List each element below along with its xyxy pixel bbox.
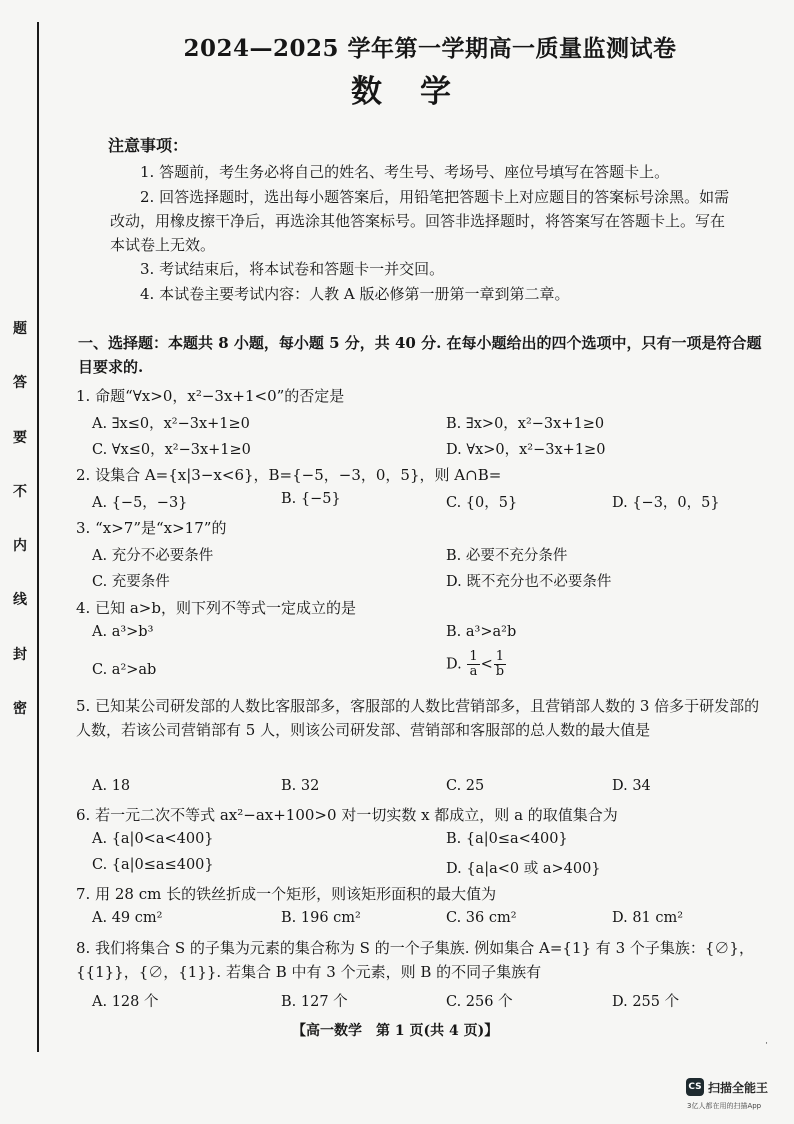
fraction-one-over-a	[467, 650, 479, 679]
option-a: A. a³>b³	[92, 624, 154, 640]
binding-char: 答	[13, 375, 27, 392]
option-b: B. 必要不充分条件	[446, 548, 568, 564]
question-stem: 8. 我们将集合 S 的子集为元素的集合称为 S 的一个子集族. 例如集合 A={1} 有 3 个子集族：{∅}，{{1}}，{∅，{1}}. 若集合 B 中有 3 个元素，则 B 的不同子集族有	[76, 939, 754, 981]
option-d: D. 81 cm²	[612, 910, 684, 926]
option-c: C. 25	[446, 778, 485, 794]
option-c: C. 256 个	[446, 994, 513, 1010]
option-a: A. ∃x≤0，x²−3x+1≥0	[92, 416, 250, 432]
option-b: B. {a|0≤a<400}	[446, 831, 568, 847]
binding-char: 线	[13, 592, 27, 609]
binding-char: 题	[13, 321, 27, 337]
option-d-label: D.	[446, 656, 462, 673]
exam-title: 2024—2025 学年第一学期高一质量监测试卷	[183, 35, 677, 62]
option-a: A. 充分不必要条件	[92, 548, 214, 564]
question-stem: 7. 用 28 cm 长的铁丝折成一个矩形，则该矩形面积的最大值为	[76, 885, 497, 903]
fraction-numerator: 1	[469, 649, 478, 664]
option-b: B. 32	[281, 778, 320, 794]
binding-line	[37, 22, 39, 1052]
note-item: 2. 回答选择题时，选出每小题答案后，用铅笔把答题卡上对应题目的答案标号涂黑。如需改动，用橡皮擦干净后，再选涂其他答案标号。回答非选择题时，将答案写在答题卡上。写在本试卷上无效。	[110, 188, 730, 254]
option-b: B. a³>a²b	[446, 624, 517, 640]
camscanner-logo-icon: CS	[686, 1078, 704, 1096]
fraction-denominator: a	[469, 664, 478, 679]
option-b: B. ∃x>0，x²−3x+1≥0	[446, 416, 605, 432]
option-d: D. 34	[612, 778, 651, 794]
question-stem: 5. 已知某公司研发部的人数比客服部多，客服部的人数比营销部多，且营销部人数的 3 倍多于研发部的人数，若该公司营销部有 5 人，则该公司研发部、营销部和客服部的总人数的最大值是	[76, 697, 760, 739]
option-a: A. 128 个	[92, 994, 159, 1010]
option-b: B. 196 cm²	[281, 910, 361, 926]
exam-subject: 数学	[351, 74, 489, 110]
option-b: B. {−5}	[281, 491, 341, 507]
option-c: C. {a|0≤a≤400}	[92, 857, 214, 873]
binding-margin-text	[8, 318, 32, 718]
note-item: 4. 本试卷主要考试内容：人教 A 版必修第一册第一章到第二章。	[140, 285, 570, 303]
option-d: D. 255 个	[612, 994, 680, 1010]
option-b: B. 127 个	[281, 994, 348, 1010]
binding-char: 不	[13, 483, 27, 500]
option-c: C. a²>ab	[92, 662, 157, 678]
option-a: A. {a|0<a<400}	[92, 831, 214, 847]
note-item: 3. 考试结束后，将本试卷和答题卡一并交回。	[140, 260, 445, 278]
option-c: C. {0，5}	[446, 495, 518, 511]
option-c: C. 充要条件	[92, 574, 170, 590]
fraction-denominator: b	[495, 664, 505, 679]
option-a: A. 49 cm²	[92, 910, 163, 926]
binding-char: 要	[13, 429, 27, 446]
camscanner-name: 扫描全能王	[708, 1081, 769, 1095]
fraction-one-over-b	[494, 650, 506, 679]
page-mark: ˙	[764, 1042, 769, 1053]
option-d: D. ∀x>0，x²−3x+1≥0	[446, 442, 606, 458]
fraction-operator: <	[480, 656, 493, 673]
page-footer: 【高一数学 第 1 页(共 4 页)】	[292, 1023, 499, 1039]
option-c: C. 36 cm²	[446, 910, 517, 926]
question-stem: 1. 命题“∀x>0，x²−3x+1<0”的否定是	[76, 387, 345, 405]
option-d: D. {−3，0，5}	[612, 495, 720, 511]
notes-heading: 注意事项：	[108, 136, 189, 155]
option-d	[446, 650, 507, 679]
question-stem: 2. 设集合 A={x|3−x<6}，B={−5，−3，0，5}，则 A∩B=	[76, 466, 502, 484]
question-stem: 3. “x>7”是“x>17”的	[76, 519, 227, 537]
option-a: A. 18	[92, 778, 131, 794]
option-a: A. {−5，−3}	[92, 495, 188, 511]
option-d: D. {a|a<0 或 a>400}	[446, 861, 601, 877]
question-stem: 4. 已知 a>b，则下列不等式一定成立的是	[76, 599, 356, 617]
binding-char: 内	[13, 538, 27, 555]
question-stem: 6. 若一元二次不等式 ax²−ax+100>0 对一切实数 x 都成立，则 a 的取值集合为	[76, 806, 618, 824]
option-c: C. ∀x≤0，x²−3x+1≥0	[92, 442, 251, 458]
note-item: 1. 答题前，考生务必将自己的姓名、考生号、考场号、座位号填写在答题卡上。	[140, 163, 670, 181]
camscanner-slogan: 3亿人都在用的扫描App	[687, 1102, 762, 1110]
section-heading: 一、选择题：本题共 8 小题，每小题 5 分，共 40 分. 在每小题给出的四个选项中，只有一项是符合题目要求的.	[78, 334, 762, 376]
binding-char: 封	[13, 646, 27, 663]
option-d: D. 既不充分也不必要条件	[446, 574, 612, 590]
fraction-numerator: 1	[494, 650, 506, 665]
binding-char: 密	[13, 700, 27, 717]
